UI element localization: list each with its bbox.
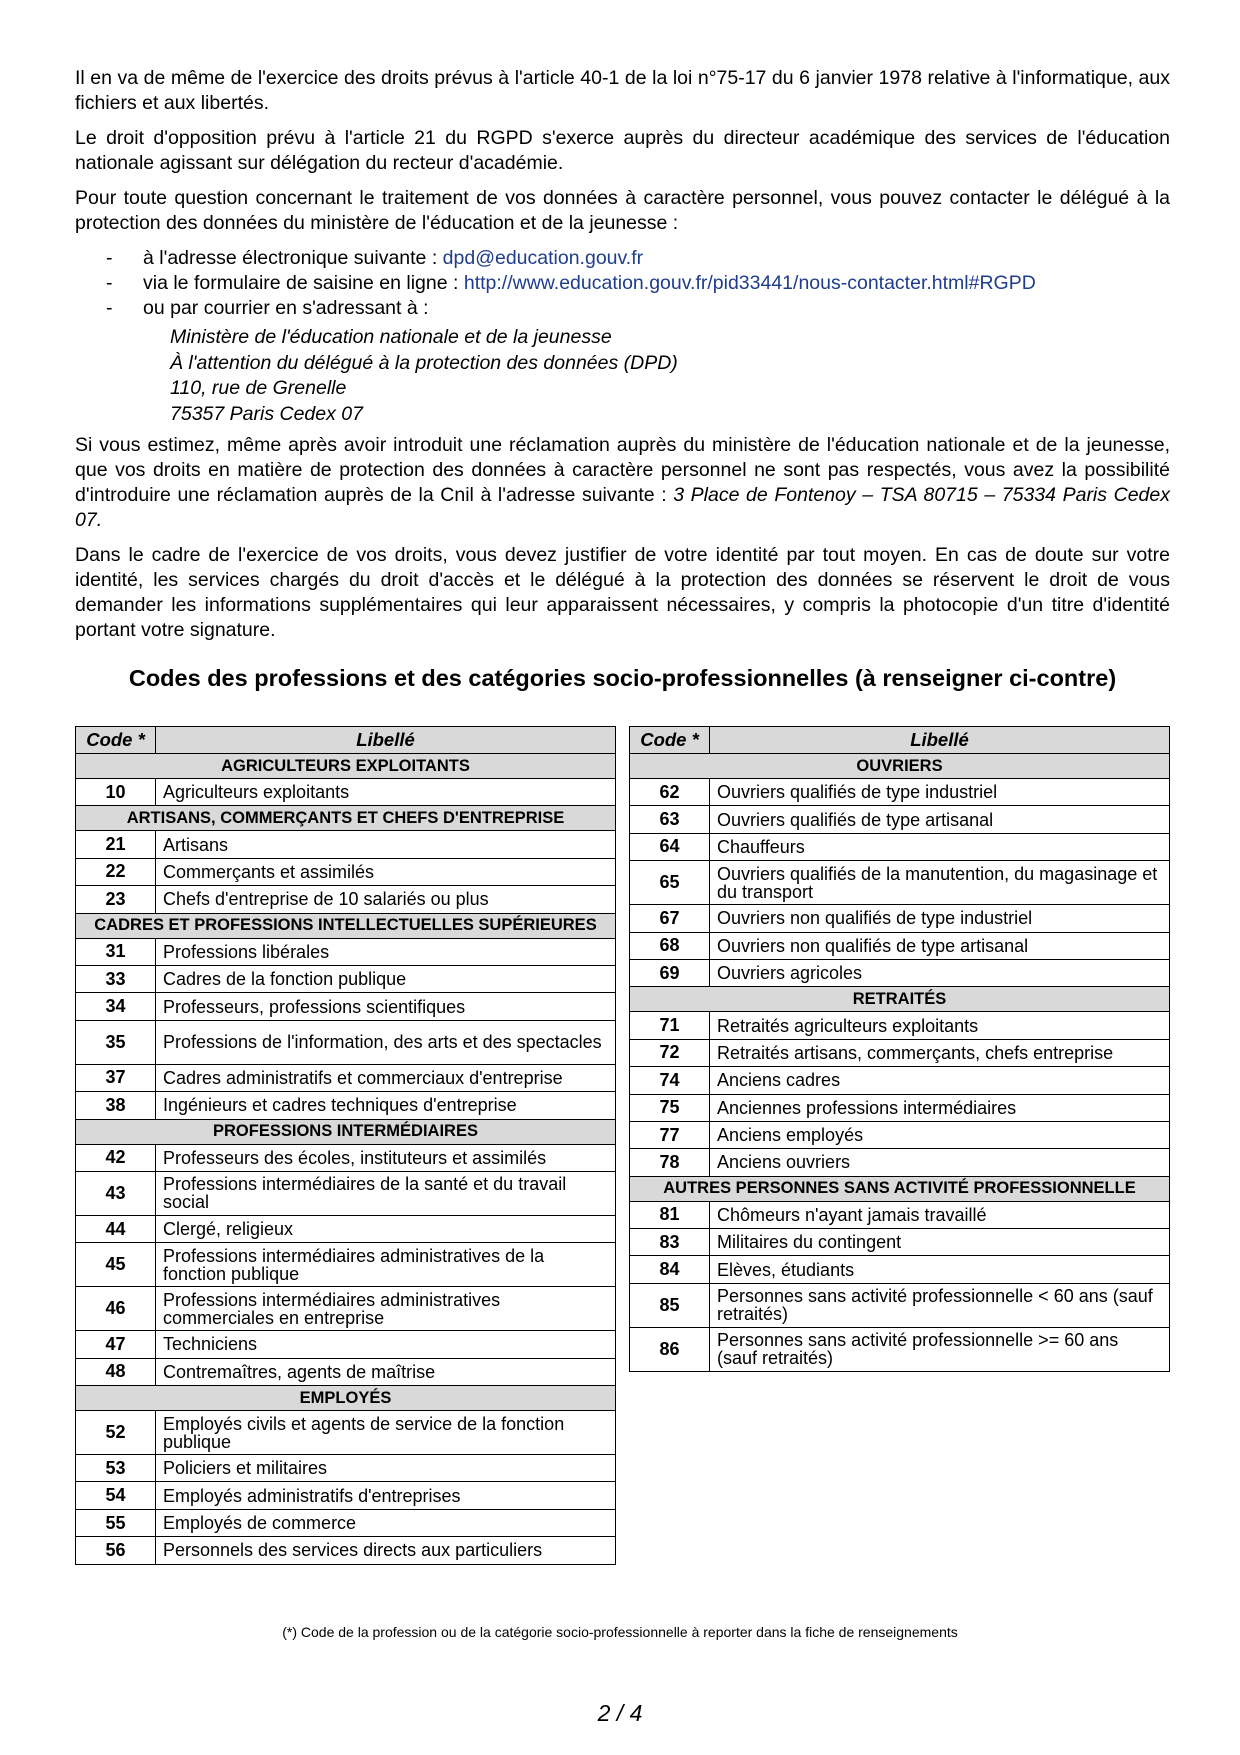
table-row xyxy=(76,1215,616,1242)
profession-code: 69 xyxy=(630,959,710,986)
document-body xyxy=(75,66,1170,709)
profession-code: 21 xyxy=(76,831,156,858)
table-row xyxy=(76,858,616,885)
codes-table-right xyxy=(629,726,1170,1372)
table-row xyxy=(76,1455,616,1482)
profession-code: 53 xyxy=(76,1455,156,1482)
profession-label: Policiers et militaires xyxy=(156,1455,616,1482)
profession-code: 42 xyxy=(76,1144,156,1171)
profession-label: Contremaîtres, agents de maîtrise xyxy=(156,1358,616,1385)
profession-label: Chefs d'entreprise de 10 salariés ou plus xyxy=(156,886,616,913)
table-row xyxy=(630,806,1170,833)
table-row xyxy=(76,1287,616,1331)
footnote: (*) Code de la profession ou de la catégorie socio-professionnelle à reporter dans la fiche de renseignements xyxy=(282,1624,958,1640)
category-row xyxy=(76,913,616,938)
column-header-code: Code * xyxy=(630,727,710,754)
category-row xyxy=(76,754,616,779)
table-row xyxy=(76,1411,616,1455)
profession-code: 31 xyxy=(76,938,156,965)
table-row xyxy=(76,1171,616,1215)
profession-code: 71 xyxy=(630,1012,710,1039)
contact-email-prefix: à l'adresse électronique suivante : xyxy=(143,247,443,269)
profession-label: Anciennes professions intermédiaires xyxy=(710,1094,1170,1121)
profession-label: Employés administratifs d'entreprises xyxy=(156,1482,616,1509)
table-row xyxy=(630,905,1170,932)
table-row xyxy=(76,831,616,858)
category-label: RETRAITÉS xyxy=(630,987,1170,1012)
profession-label: Cadres administratifs et commerciaux d'entreprise xyxy=(156,1064,616,1091)
address-line: Ministère de l'éducation nationale et de la jeunesse xyxy=(170,326,612,348)
profession-label: Professions libérales xyxy=(156,938,616,965)
profession-code: 33 xyxy=(76,965,156,992)
profession-code: 55 xyxy=(76,1509,156,1536)
profession-label: Ouvriers non qualifiés de type artisanal xyxy=(710,932,1170,959)
profession-code: 46 xyxy=(76,1287,156,1331)
table-row xyxy=(630,1094,1170,1121)
category-label: AGRICULTEURS EXPLOITANTS xyxy=(76,754,616,779)
contact-item-form xyxy=(106,271,1170,296)
table-row xyxy=(76,993,616,1020)
profession-label: Professions intermédiaires administratives de la fonction publique xyxy=(156,1243,616,1287)
profession-code: 38 xyxy=(76,1092,156,1119)
profession-code: 85 xyxy=(630,1283,710,1327)
table-row xyxy=(76,1509,616,1536)
table-row xyxy=(630,1067,1170,1094)
profession-code: 10 xyxy=(76,779,156,806)
table-row xyxy=(76,1092,616,1119)
table-row xyxy=(630,1149,1170,1176)
profession-label: Cadres de la fonction publique xyxy=(156,965,616,992)
profession-label: Chauffeurs xyxy=(710,833,1170,860)
profession-code: 44 xyxy=(76,1215,156,1242)
paragraph-identity: Dans le cadre de l'exercice de vos droits, vous devez justifier de votre identité par tout moyen. En cas de doute sur votre identité, les services chargés du droit d'accès et le délégué à la protection des données se réservent le droit de vous demander les informations supplémentaires qui leur apparaissent nécessaires, y compris la photocopie d'un titre d'identité portant votre signature. xyxy=(75,544,1170,641)
column-header-code: Code * xyxy=(76,727,156,754)
profession-code: 75 xyxy=(630,1094,710,1121)
list-dash: - xyxy=(106,272,113,294)
profession-label: Professions de l'information, des arts et des spectacles xyxy=(156,1020,616,1064)
contact-item-mail xyxy=(106,296,1170,321)
profession-code: 37 xyxy=(76,1064,156,1091)
profession-label: Professeurs, professions scientifiques xyxy=(156,993,616,1020)
table-row xyxy=(76,1358,616,1385)
profession-label: Militaires du contingent xyxy=(710,1229,1170,1256)
profession-label: Professions intermédiaires administratives commerciales en entreprise xyxy=(156,1287,616,1331)
profession-code: 62 xyxy=(630,779,710,806)
table-row xyxy=(630,1229,1170,1256)
dpd-email-link[interactable]: dpd@education.gouv.fr xyxy=(442,247,644,269)
profession-label: Retraités artisans, commerçants, chefs entreprise xyxy=(710,1039,1170,1066)
table-row xyxy=(630,1327,1170,1371)
column-header-label: Libellé xyxy=(156,727,616,754)
profession-code: 83 xyxy=(630,1229,710,1256)
profession-label: Anciens cadres xyxy=(710,1067,1170,1094)
codes-table-left xyxy=(75,726,616,1565)
category-row xyxy=(630,754,1170,779)
table-row xyxy=(76,965,616,992)
profession-code: 84 xyxy=(630,1256,710,1283)
profession-label: Ingénieurs et cadres techniques d'entreprise xyxy=(156,1092,616,1119)
table-row xyxy=(76,1144,616,1171)
paragraph-cnil xyxy=(75,433,1170,533)
table-row xyxy=(76,1064,616,1091)
profession-code: 78 xyxy=(630,1149,710,1176)
profession-code: 74 xyxy=(630,1067,710,1094)
category-label: PROFESSIONS INTERMÉDIAIRES xyxy=(76,1119,616,1144)
table-row xyxy=(76,1537,616,1564)
category-row xyxy=(76,1119,616,1144)
profession-code: 68 xyxy=(630,932,710,959)
postal-address xyxy=(170,325,1170,427)
profession-code: 63 xyxy=(630,806,710,833)
profession-label: Ouvriers qualifiés de la manutention, du magasinage et du transport xyxy=(710,861,1170,905)
table-row xyxy=(76,1482,616,1509)
table-row xyxy=(630,1283,1170,1327)
contact-list xyxy=(75,246,1170,321)
category-label: OUVRIERS xyxy=(630,754,1170,779)
profession-label: Artisans xyxy=(156,831,616,858)
category-label: ARTISANS, COMMERÇANTS ET CHEFS D'ENTREPRISE xyxy=(76,806,616,831)
profession-label: Techniciens xyxy=(156,1331,616,1358)
profession-label: Personnes sans activité professionnelle < 60 ans (sauf retraités) xyxy=(710,1283,1170,1327)
table-row xyxy=(630,833,1170,860)
codes-tables xyxy=(75,726,1170,1606)
address-line: À l'attention du délégué à la protection des données (DPD) xyxy=(170,351,678,374)
profession-label: Personnes sans activité professionnelle >= 60 ans (sauf retraités) xyxy=(710,1327,1170,1371)
profession-code: 64 xyxy=(630,833,710,860)
address-line: 110, rue de Grenelle xyxy=(170,377,347,399)
profession-code: 23 xyxy=(76,886,156,913)
paragraph-rights: Il en va de même de l'exercice des droits prévus à l'article 40-1 de la loi n°75-17 du 6 janvier 1978 relative à l'informatique, aux fichiers et aux libertés. xyxy=(75,67,1170,114)
list-dash: - xyxy=(106,297,113,319)
category-row xyxy=(630,1176,1170,1201)
profession-label: Ouvriers qualifiés de type artisanal xyxy=(710,806,1170,833)
profession-code: 45 xyxy=(76,1243,156,1287)
table-row xyxy=(76,1243,616,1287)
profession-code: 22 xyxy=(76,858,156,885)
table-row xyxy=(630,779,1170,806)
table-row xyxy=(630,1012,1170,1039)
column-header-label: Libellé xyxy=(710,727,1170,754)
address-line: 75357 Paris Cedex 07 xyxy=(170,402,363,425)
profession-label: Employés civils et agents de service de la fonction publique xyxy=(156,1411,616,1455)
profession-code: 47 xyxy=(76,1331,156,1358)
paragraph-opposition: Le droit d'opposition prévu à l'article 21 du RGPD s'exerce auprès du directeur académique des services de l'éducation nationale agissant sur délégation du recteur d'académie. xyxy=(75,127,1170,174)
profession-code: 35 xyxy=(76,1020,156,1064)
profession-label: Ouvriers non qualifiés de type industriel xyxy=(710,905,1170,932)
profession-label: Elèves, étudiants xyxy=(710,1256,1170,1283)
table-row xyxy=(76,938,616,965)
profession-label: Commerçants et assimilés xyxy=(156,858,616,885)
table-row xyxy=(76,1020,616,1064)
cnil-address: 3 Place de Fontenoy – TSA 80715 – 75334 Paris Cedex 07. xyxy=(75,484,1170,531)
category-label: AUTRES PERSONNES SANS ACTIVITÉ PROFESSIONNELLE xyxy=(630,1176,1170,1201)
profession-label: Personnels des services directs aux particuliers xyxy=(156,1537,616,1564)
profession-label: Ouvriers agricoles xyxy=(710,959,1170,986)
profession-code: 81 xyxy=(630,1201,710,1228)
cnil-text: Si vous estimez, même après avoir introduit une réclamation auprès du ministère de l'éducation nationale et de la jeunesse, que vos droits en matière de protection des données à caractère personnel ne sont pas respectés, vous avez la possibilité d'introduire une réclamation auprès de la Cnil à l'adresse suivante : xyxy=(75,434,1170,506)
profession-code: 86 xyxy=(630,1327,710,1371)
profession-code: 77 xyxy=(630,1121,710,1148)
profession-label: Professeurs des écoles, instituteurs et assimilés xyxy=(156,1144,616,1171)
codes-title: Codes des professions et des catégories socio-professionnelles (à renseigner ci-contre) xyxy=(128,665,1117,691)
paragraph-contact: Pour toute question concernant le traitement de vos données à caractère personnel, vous pouvez contacter le délégué à la protection des données du ministère de l'éducation et de la jeunesse : xyxy=(75,187,1170,234)
contact-form-link[interactable]: http://www.education.gouv.fr/pid33441/nous-contacter.html#RGPD xyxy=(463,272,1036,294)
table-row xyxy=(630,1121,1170,1148)
table-row xyxy=(630,1256,1170,1283)
contact-mail-text: ou par courrier en s'adressant à : xyxy=(143,297,429,319)
table-row xyxy=(76,886,616,913)
profession-label: Retraités agriculteurs exploitants xyxy=(710,1012,1170,1039)
page-number: 2 / 4 xyxy=(597,1700,643,1726)
profession-label: Clergé, religieux xyxy=(156,1215,616,1242)
profession-label: Employés de commerce xyxy=(156,1509,616,1536)
profession-label: Professions intermédiaires de la santé et du travail social xyxy=(156,1171,616,1215)
profession-code: 34 xyxy=(76,993,156,1020)
table-row xyxy=(76,1331,616,1358)
profession-code: 56 xyxy=(76,1537,156,1564)
profession-label: Agriculteurs exploitants xyxy=(156,779,616,806)
profession-code: 72 xyxy=(630,1039,710,1066)
profession-code: 43 xyxy=(76,1171,156,1215)
table-row xyxy=(630,959,1170,986)
category-label: EMPLOYÉS xyxy=(76,1386,616,1411)
category-label: CADRES ET PROFESSIONS INTELLECTUELLES SUPÉRIEURES xyxy=(76,913,616,938)
table-row xyxy=(630,861,1170,905)
contact-item-email xyxy=(106,246,1170,271)
profession-label: Anciens employés xyxy=(710,1121,1170,1148)
category-row xyxy=(630,987,1170,1012)
category-row xyxy=(76,1386,616,1411)
profession-code: 48 xyxy=(76,1358,156,1385)
profession-code: 65 xyxy=(630,861,710,905)
table-row xyxy=(76,779,616,806)
contact-form-prefix: via le formulaire de saisine en ligne : xyxy=(143,272,464,294)
table-row xyxy=(630,1039,1170,1066)
list-dash: - xyxy=(106,247,113,269)
table-row xyxy=(630,1201,1170,1228)
profession-label: Anciens ouvriers xyxy=(710,1149,1170,1176)
profession-label: Chômeurs n'ayant jamais travaillé xyxy=(710,1201,1170,1228)
profession-code: 54 xyxy=(76,1482,156,1509)
table-row xyxy=(630,932,1170,959)
profession-code: 52 xyxy=(76,1411,156,1455)
category-row xyxy=(76,806,616,831)
profession-label: Ouvriers qualifiés de type industriel xyxy=(710,779,1170,806)
profession-code: 67 xyxy=(630,905,710,932)
